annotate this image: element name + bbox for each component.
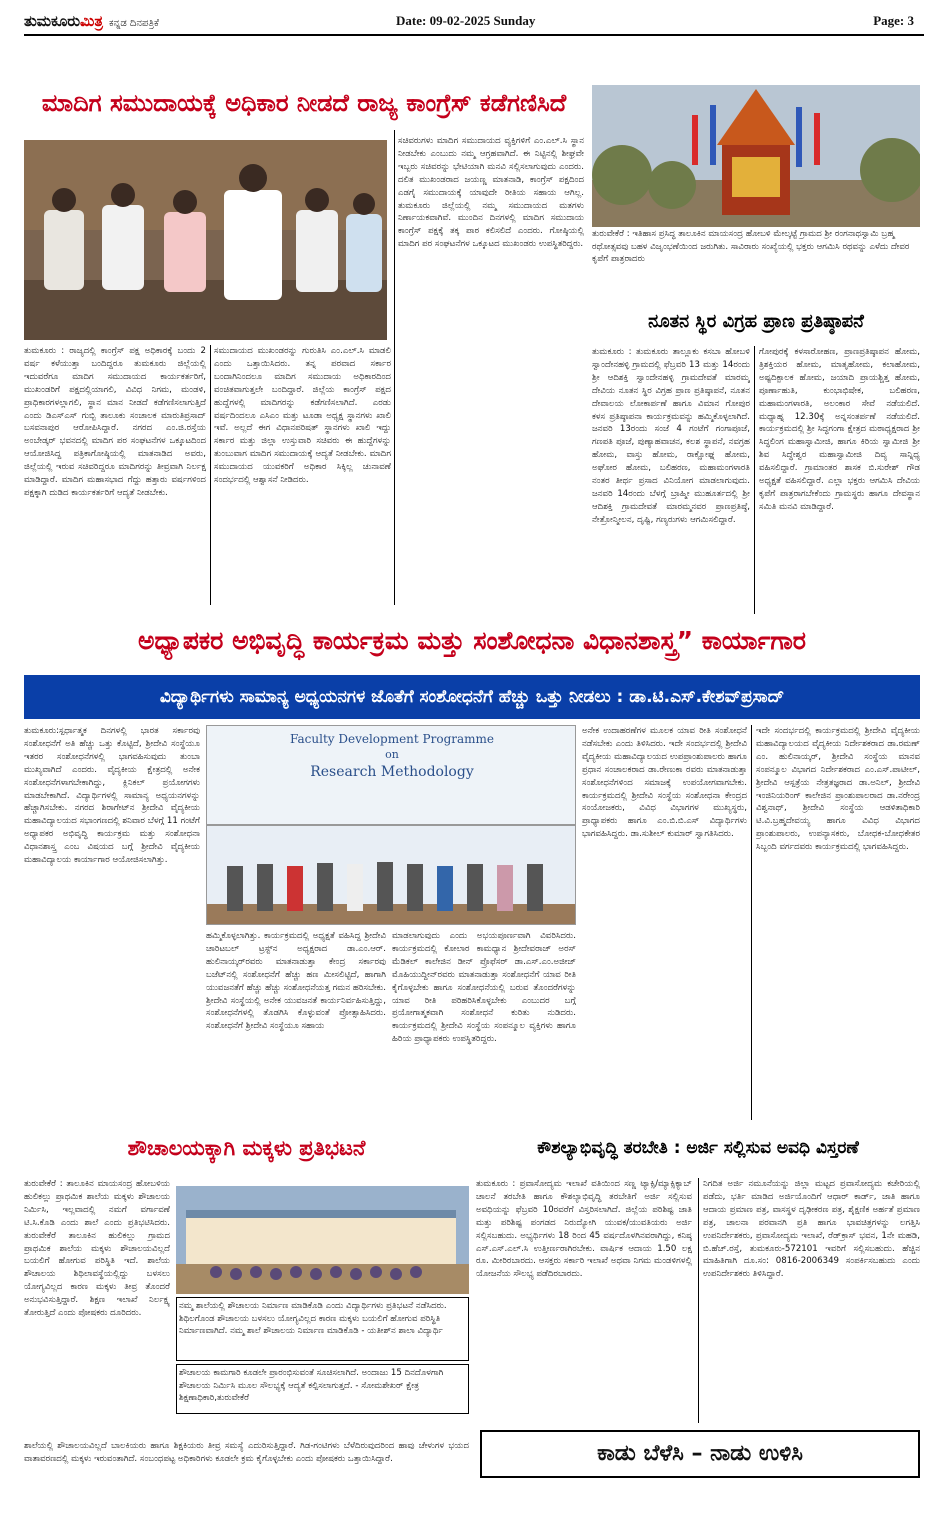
workshop-group-photo <box>206 825 576 925</box>
banner-subtitle: Research Methodology <box>310 764 474 780</box>
officer-notice-box: ಶೌಚಾಲಯ ಕಾಮಗಾರಿ ಕೂಡಲೇ ಪ್ರಾರಂಭಿಸುವಂತೆ ಸೂಚಿಸಲಾಗಿದೆ. ಅಂದಾಜು 15 ದಿನದೊಳಗಾಗಿ ಶೌಚಾಲಯ ನಿರ್ಮಿಸಿ ಮೂಲ ಸೌಲಭ್ಯಕ್ಕೆ ಆದ್ಯತೆ ಕಲ್ಪಿಸಲಾಗುತ್ತದೆ. - ಸೋಮಶೇಖರ್ ಕ್ಷೇತ್ರ ಶಿಕ್ಷಣಾಧಿಕಾರಿ,ತುರುವೇಕೆರೆ <box>176 1364 469 1414</box>
story1-headline: ಮಾದಿಗ ಸಮುದಾಯಕ್ಕೆ ಅಧಿಕಾರ ನೀಡದೆ ರಾಜ್ಯ ಕಾಂಗ್ರೆಸ್ ಕಡೆಗಣಿಸಿದೆ <box>41 89 567 117</box>
column-divider <box>754 346 755 614</box>
protest-image <box>176 1186 469 1294</box>
banner-title: Faculty Development Programme <box>289 732 495 746</box>
column-divider <box>751 725 752 1120</box>
issue-date: Date: 09-02-2025 Sunday <box>396 13 536 28</box>
workshop-column-1: ತುಮಕೂರು:ಸ್ಪರ್ಧಾತ್ಮಕ ದಿನಗಳಲ್ಲಿ ಭಾರತ ಸರ್ಕಾರವು ಸಂಶೋಧನೆಗೆ ಅತಿ ಹೆಚ್ಚು ಒತ್ತು ಕೊಟ್ಟಿದೆ, ಶ್ರೀದೇವಿ ಸಂಸ್ಥೆಯೂ ಇತರರ ಸಂಶೋಧನೆಗಳಲ್ಲಿ ಭಾಗವಹಿಸುವುದು ತುಂಬಾ ಮುಖ್ಯವಾಗಿದೆ ಎಂದರು. ವೈದ್ಯಕೀಯ ಕ್ಷೇತ್ರದಲ್ಲಿ ಅನೇಕ ಸಂಶೋಧನೆಗಳಾಗಬೇಕಾಗಿದ್ದು, ಕ್ಲಿನಿಕಲ್ ಪ್ರಯೋಗಗಳು ಮಾಡಬೇಕಾಗಿದೆ. ವಿದ್ಯಾರ್ಥಿಗಳಲ್ಲಿ ಸಾಮಾನ್ಯ ಅಧ್ಯಯನಗಳನ್ನು ಹೆಚ್ಚಾಗಿಸಬೇಕು. ನಗರದ ಶಿರಾಗೇಟ್‌ನ ಶ್ರೀದೇವಿ ವೈದ್ಯಕೀಯ ಮಹಾವಿದ್ಯಾಲಯದ ಸಭಾಂಗಣದಲ್ಲಿ ಶನಿವಾರ ಬೆಳಗ್ಗೆ 11 ಗಂಟೆಗೆ ಅಧ್ಯಾಪಕರ ಅಭಿವೃದ್ಧಿ ಕಾರ್ಯಕ್ರಮ ಮತ್ತು ಸಂಶೋಧನಾ ವಿಧಾನಶಾಸ್ತ್ರ ಎಂಬ ವಿಷಯದ ಬಗ್ಗೆ ಶ್ರೀದೇವಿ ವೈದ್ಯಕೀಯ ಮಹಾವಿದ್ಯಾಲಯ ಕಾರ್ಯಾಗಾರ ಆಯೋಜಿಸಲಾಗಿತ್ತು. <box>24 726 200 866</box>
temple-chariot-photo <box>592 85 920 227</box>
faculty-group-image <box>207 826 576 925</box>
press-meet-image <box>24 140 387 340</box>
story5-column-right: ನಿಗದಿತ ಅರ್ಜಿ ನಮೂನೆಯನ್ನು ಜಿಲ್ಲಾ ಮಟ್ಟದ ಪ್ರವಾಸೋದ್ಯಮ ಕಚೇರಿಯಲ್ಲಿ ಪಡೆದು, ಭರ್ತಿ ಮಾಡಿದ ಅರ್ಜಿಯೊಂದಿಗೆ ಆಧಾರ್ ಕಾರ್ಡ್, ಜಾತಿ ಹಾಗೂ ಆದಾಯ ಪ್ರಮಾಣ ಪತ್ರ, ವಾಸಸ್ಥಳ ದೃಢೀಕರಣ ಪತ್ರ, ಶೈಕ್ಷಣಿಕ ಅರ್ಹತೆ ಪ್ರಮಾಣ ಪತ್ರ, ಚಾಲನಾ ಪರವಾನಗಿ ಪ್ರತಿ ಹಾಗೂ ಭಾವಚಿತ್ರಗಳನ್ನು ಲಗತ್ತಿಸಿ ಉಪನಿರ್ದೇಶಕರು, ಪ್ರವಾಸೋದ್ಯಮ ಇಲಾಖೆ, ರೆಡ್‌ಕ್ರಾಸ್ ಭವನ, 1ನೇ ಮಹಡಿ, ಬಿ.ಹೆಚ್.ರಸ್ತೆ, ತುಮಕೂರು-572101 ಇವರಿಗೆ ಸಲ್ಲಿಸಬಹುದು. ಹೆಚ್ಚಿನ ಮಾಹಿತಿಗಾಗಿ ದೂ.ಸಂ: 0816-2006349 ಸಂಪರ್ಕಿಸಬಹುದು ಎಂದು ಉಪನಿರ್ದೇಶಕರು ತಿಳಿಸಿದ್ದಾರೆ. <box>703 1179 920 1280</box>
workshop-banner-photo <box>206 725 576 825</box>
workshop-column-5: ಇದೇ ಸಂದರ್ಭದಲ್ಲಿ ಕಾರ್ಯಕ್ರಮದಲ್ಲಿ ಶ್ರೀದೇವಿ ವೈದ್ಯಕೀಯ ಮಹಾವಿದ್ಯಾಲಯದ ವೈದ್ಯಕೀಯ ನಿರ್ದೇಶಕರಾದ ಡಾ.ರಮಣ್ ಎಂ. ಹುಲಿನಾಯ್ಕರ್, ಶ್ರೀದೇವಿ ಸಂಸ್ಥೆಯ ಮಾನವ ಸಂಪನ್ಮೂಲ ವಿಭಾಗದ ನಿರ್ದೇಶಕರಾದ ಎಂ.ಎಸ್.ಪಾಟೀಲ್, ಶ್ರೀದೇವಿ ಆಸ್ಪತ್ರೆಯ ನೇತ್ರತಜ್ಞರಾದ ಡಾ.ಅನಿಲ್, ಶ್ರೀದೇವಿ ಇಂಜಿನಿಯರಿಂಗ್ ಕಾಲೇಜಿನ ಪ್ರಾಂಶುಪಾಲರಾದ ಡಾ.ನರೇಂದ್ರ ವಿಶ್ವನಾಥ್, ಶ್ರೀದೇವಿ ಸಂಸ್ಥೆಯ ಆಡಳಿತಾಧಿಕಾರಿ ಟಿ.ವಿ.ಬ್ರಹ್ಮದೇವಯ್ಯ ಹಾಗೂ ವಿವಿಧ ವಿಭಾಗದ ಪ್ರಾಂಶುಪಾಲರು, ಉಪನ್ಯಾಸಕರು, ಬೋಧಕ-ಬೋಧಕೇತರ ಸಿಬ್ಬಂದಿ ವರ್ಗದವರು ಕಾರ್ಯಕ್ರಮದಲ್ಲಿ ಭಾಗವಹಿಸಿದ್ದರು. <box>756 726 920 853</box>
chariot-image <box>592 85 920 227</box>
slogan-text: ಕಾಡು ಬೆಳೆಸಿ – ನಾಡು ಉಳಿಸಿ <box>597 1441 803 1466</box>
temple-photo-caption: ತುರುವೇಕೆರೆ : ಇತಿಹಾಸ ಪ್ರಸಿದ್ಧ ತಾಲೂಕಿನ ಮಾಯಸಂದ್ರ ಹೋಬಳಿ ಮೇಲ್ಕಟ್ಟೆ ಗ್ರಾಮದ ಶ್ರೀ ರಂಗನಾಥಸ್ವಾಮಿ ಬ್ರಹ್ಮ ರಥೋತ್ಸವವು ಬಹಳ ವಿಜೃಂಭಣೆಯಿಂದ ಜರುಗಿತು. ಸಾವಿರಾರು ಸಂಖ್ಯೆಯಲ್ಲಿ ಭಕ್ತರು ಆಗಮಿಸಿ ರಥವನ್ನು ಎಳೆದು ದೇವರ ಕೃಪೆಗೆ ಪಾತ್ರರಾದರು <box>592 229 910 265</box>
masthead <box>24 10 924 36</box>
story4-column-left: ತುರುವೇಕೆರೆ : ತಾಲೂಕಿನ ಮಾಯಸಂದ್ರ ಹೋಬಳಿಯ ಹುಲಿಕಲ್ಲು ಪ್ರಾಥಮಿಕ ಶಾಲೆಯ ಮಕ್ಕಳು ಶೌಚಾಲಯ ನಿರ್ಮಿಸಿ, ಇಲ್ಲವಾದಲ್ಲಿ ನಮಗೆ ವರ್ಗಾವಣೆ ಟಿ.ಸಿ.ಕೊಡಿ ಎಂದು ಶಾಲೆ ಎಂದು ಪ್ರತಿಭಟಿಸಿದರು. ತುರುವೇಕೆರೆ ತಾಲೂಕಿನ ಹುಲಿಕಲ್ಲು ಗ್ರಾಮದ ಪ್ರಾಥಮಿಕ ಶಾಲೆಯ ಮಕ್ಕಳು ಶೌಚಾಲಯವಿಲ್ಲದೆ ಬಯಲಿಗೆ ಹೋಗುವ ಪರಿಸ್ಥಿತಿ ಇದೆ. ಶಾಲೆಯ ಶೌಚಾಲಯ ಶಿಥಿಲಾವಸ್ಥೆಯಲ್ಲಿದ್ದು ಬಳಸಲು ಯೋಗ್ಯವಿಲ್ಲದ ಕಾರಣ ಮಕ್ಕಳು ತೀವ್ರ ತೊಂದರೆ ಅನುಭವಿಸುತ್ತಿದ್ದಾರೆ. ಶಿಕ್ಷಣ ಇಲಾಖೆ ನಿರ್ಲಕ್ಷ್ಯ ತೋರುತ್ತಿದೆ ಎಂದು ಪೋಷಕರು ದೂರಿದರು. <box>24 1179 170 1319</box>
column-divider <box>210 345 211 605</box>
workshop-subheadline: ವಿದ್ಯಾರ್ಥಿಗಳು ಸಾಮಾನ್ಯ ಅಧ್ಯಯನಗಳ ಜೊತೆಗೆ ಸಂಶೋಧನೆಗೆ ಹೆಚ್ಚು ಒತ್ತು ನೀಡಲು : ಡಾ.ಟಿ.ಎಸ್.ಕೇಶವ್‌ಪ್ರಸಾದ್ <box>24 675 920 719</box>
story1-column-mid: ಸಮುದಾಯದ ಮುಖಂಡರನ್ನು ಗುರುತಿಸಿ ಎಂ.ಎಲ್.ಸಿ ಮಾಡಲಿ ಎಂದು ಒತ್ತಾಯಿಸಿದರು. ತನ್ನ ಪರವಾದ ಸರ್ಕಾರ ಬಂದಾಗಿನಿಂದಲೂ ಮಾದಿಗ ಸಮುದಾಯ ಅಧಿಕಾರದಿಂದ ವಂಚಿತವಾಗುತ್ತಲೇ ಬಂದಿದ್ದಾರೆ. ಜಿಲ್ಲೆಯ ಕಾಂಗ್ರೆಸ್ ಪಕ್ಷದ ಹುದ್ದೆಗಳಲ್ಲಿ ಮಾದಿಗರನ್ನು ಕಡೆಗಣಿಸಲಾಗಿದೆ. ಎರಡು ವರ್ಷದಿಂದಲೂ ಎಸಿಎಂ ಮತ್ತು ಟೂಡಾ ಅಧ್ಯಕ್ಷ ಸ್ಥಾನಗಳು ಖಾಲಿ ಇವೆ. ಅಲ್ಲದೆ ಈಗ ವಿಧಾನಪರಿಷತ್ ಸ್ಥಾನಗಳು ಖಾಲಿ ಇದ್ದು ಸರ್ಕಾರ ಮತ್ತು ಜಿಲ್ಲಾ ಉಸ್ತುವಾರಿ ಸಚಿವರು ಈ ಹುದ್ದೆಗಳನ್ನು ತುಂಬುವಾಗ ಮಾದಿಗ ಸಮುದಾಯಕ್ಕೆ ಆದ್ಯತೆ ನೀಡಬೇಕು. ಮಾದಿಗ ಸಮುದಾಯದ ಯುವಕರಿಗೆ ಅಧಿಕಾರ ಸಿಕ್ಕಿಲ್ಲ ಚುನಾವಣೆ ಸಂದರ್ಭದಲ್ಲಿ ಆಶ್ವಾಸನೆ ನೀಡಿದರು. <box>214 346 391 486</box>
workshop-column-2: ಹಮ್ಮಿಕೊಳ್ಳಲಾಗಿತ್ತು. ಕಾರ್ಯಕ್ರಮದಲ್ಲಿ ಅಧ್ಯಕ್ಷತೆ ವಹಿಸಿದ್ದ ಶ್ರೀದೇವಿ ಚಾರಿಟಬಲ್ ಟ್ರಸ್ಟ್‌ನ ಅಧ್ಯಕ್ಷರಾದ ಡಾ.ಎಂ.ಆರ್. ಹುಲಿನಾಯ್ಕರ್‌ರವರು ಮಾತನಾಡುತ್ತಾ ಕೇಂದ್ರ ಸರ್ಕಾರವು ಬಜೆಟ್‌ನಲ್ಲಿ ಸಂಶೋಧನೆಗೆ ಹೆಚ್ಚು ಹಣ ಮೀಸಲಿಟ್ಟಿದೆ, ಹಾಗಾಗಿ ಯುವಜನತೆಗೆ ಹೆಚ್ಚು ಹೆಚ್ಚು ಸಂಶೋಧನೆಯತ್ತ ಗಮನ ಹರಿಸಬೇಕು. ಶ್ರೀದೇವಿ ಸಂಸ್ಥೆಯಲ್ಲಿ ಅನೇಕ ಯುವಜನತೆ ಕಾರ್ಯನಿರ್ವಹಿಸುತ್ತಿದ್ದು, ಸಂಶೋಧನೆಗಳಲ್ಲಿ ತೊಡಗಿಸಿ ಕೊಳ್ಳುವಂತೆ ಪ್ರೋತ್ಸಾಹಿಸಿದರು. ಸಂಶೋಧನೆಗೆ ಶ್ರೀದೇವಿ ಸಂಸ್ಥೆಯೂ ಸಹಾಯ <box>206 931 386 1032</box>
story1-press-meet-photo <box>24 140 387 340</box>
story2-column-left: ತುಮಕೂರು : ತುಮಕೂರು ತಾಲ್ಲೂಕು ಕಸಬಾ ಹೋಬಳಿ ಸ್ವಾಂದೇನಹಳ್ಳಿ ಗ್ರಾಮದಲ್ಲಿ ಫೆಬ್ರವರಿ 13 ಮತ್ತು 14ರಂದು ಶ್ರೀ ಆದಿಶಕ್ತಿ ಸ್ವಾಂದೇನಹಳ್ಳಿ ಗ್ರಾಮದೇವತೆ ಮಾರಮ್ಮ ದೇವಿಯ ನೂತನ ಸ್ಥಿರ ವಿಗ್ರಹ ಪ್ರಾಣ ಪ್ರತಿಷ್ಠಾಪನೆ, ನೂತನ ದೇವಾಲಯ ಲೋಕಾರ್ಪಣೆ ಹಾಗೂ ವಿಮಾನ ಗೋಪುರ ಕಳಸ ಪ್ರತಿಷ್ಠಾಪನಾ ಕಾರ್ಯಕ್ರಮವನ್ನು ಹಮ್ಮಿಕೊಳ್ಳಲಾಗಿದೆ. ಜನವರಿ 13ರಂದು ಸಂಜೆ 4 ಗಂಟೆಗೆ ಗಂಗಾಪೂಜೆ, ಗಣಪತಿ ಪೂಜೆ, ಪುಣ್ಯಾಹವಾಚನ, ಕಲಶ ಸ್ಥಾಪನೆ, ನವಗ್ರಹ ಹೋಮ, ವಾಸ್ತು ಹೋಮ, ರಾಕ್ಷೋಘ್ನ ಹೋಮ, ಅಘೋರ ಹೋಮ, ಬಲಿಹರಣ, ಮಹಾಮಂಗಳಾರತಿ ನಂತರ ತೀರ್ಥ ಪ್ರಸಾದ ವಿನಿಯೋಗ ಮಾಡಲಾಗುವುದು. ಜನವರಿ 14ರಂದು ಬೆಳಗ್ಗೆ ಬ್ರಾಹ್ಮೀ ಮುಹೂರ್ತದಲ್ಲಿ ಶ್ರೀ ಆದಿಶಕ್ತಿ ಗ್ರಾಮದೇವತೆ ಮಾರಮ್ಮನವರ ಪ್ರಾಣಪ್ರತಿಷ್ಠೆ, ನೇತ್ರೋನ್ಮೀಲನ, ದೃಷ್ಟಿ, ಗಣ್ಯರುಗಳು ಆಗಮಿಸಲಿದ್ದಾರೆ. <box>592 347 750 525</box>
story5-headline: ಕೌಶಲ್ಯಾಭಿವೃದ್ಧಿ ತರಬೇತಿ : ಅರ್ಜಿ ಸಲ್ಲಿಸುವ ಅವಧಿ ವಿಸ್ತರಣೆ <box>537 1138 859 1158</box>
story4-column-bottom: ಶಾಲೆಯಲ್ಲಿ ಶೌಚಾಲಯವಿಲ್ಲದೆ ಬಾಲಕಿಯರು ಹಾಗೂ ಶಿಕ್ಷಕಿಯರು ತೀವ್ರ ಸಮಸ್ಯೆ ಎದುರಿಸುತ್ತಿದ್ದಾರೆ. ಗಿಡ-ಗಂಟಿಗಳು ಬೆಳೆದಿರುವುದರಿಂದ ಹಾವು ಚೇಳುಗಳ ಭಯದ ವಾತಾವರಣದಲ್ಲಿ ಮಕ್ಕಳು ಇರುವಂತಾಗಿದೆ. ಸಂಬಂಧಪಟ್ಟ ಅಧಿಕಾರಿಗಳು ಕೂಡಲೇ ಕ್ರಮ ಕೈಗೊಳ್ಳಬೇಕು ಎಂದು ಪೋಷಕರು ಒತ್ತಾಯಿಸಿದ್ದಾರೆ. <box>24 1441 469 1464</box>
newspaper-logo: ತುಮಕೂರುಮಿತ್ರ ಕನ್ನಡ ದಿನಪತ್ರಿಕೆ <box>24 12 159 30</box>
story2-headline: ನೂತನ ಸ್ಥಿರ ವಿಗ್ರಹ ಪ್ರಾಣ ಪ್ರತಿಷ್ಠಾಪನೆ <box>648 311 864 332</box>
banner-on: on <box>385 748 399 761</box>
workshop-column-3: ಮಾಡಲಾಗುವುದು ಎಂದು ಅಭಯಪೂರ್ಣವಾಗಿ ವಿವರಿಸಿದರು. ಕಾರ್ಯಕ್ರಮದಲ್ಲಿ ಕೋಲಾರ ಕಾಮಧ್ಯಾನ ಶ್ರೀದೇವರಾಜ್ ಅರಸ್ ಮೆಡಿಕಲ್ ಕಾಲೇಜಿನ ಡೀನ್ ಪ್ರೊಫೆಸರ್ ಡಾ.ಎಸ್.ಎಂ.ಅಜೀಜ್ ಮೊಹಿಯುದ್ದೀನ್‌ರವರು ಮಾತನಾಡುತ್ತಾ ಸಂಶೋಧನೆಗೆ ಯಾವ ರೀತಿ ಕೈಗೊಳ್ಳಬೇಕು ಹಾಗೂ ಸಂಶೋಧನೆಯಲ್ಲಿ ಬರುವ ತೊಂದರೆಗಳನ್ನು ಯಾವ ರೀತಿ ಪರಿಹರಿಸಿಕೊಳ್ಳಬೇಕು ಎಂಬುದರ ಬಗ್ಗೆ ಪ್ರಯೋಗಾತ್ಮಕವಾಗಿ ಸಂಶೋಧನೆ ಕುರಿತು ನುಡಿದರು. ಕಾರ್ಯಕ್ರಮದಲ್ಲಿ ಶ್ರೀದೇವಿ ಸಂಸ್ಥೆಯ ಸಂಪನ್ಮೂಲ ವ್ಯಕ್ತಿಗಳು ಹಾಗೂ ಹಿರಿಯ ಪ್ರಾಧ್ಯಾಪಕರು ಉಪಸ್ಥಿತರಿದ್ದರು. <box>392 931 576 1045</box>
slogan-box <box>480 1430 920 1478</box>
story5-column-left: ತುಮಕೂರು : ಪ್ರವಾಸೋದ್ಯಮ ಇಲಾಖೆ ವತಿಯಿಂದ ಸಣ್ಣ ಟ್ಯಾಕ್ಸಿ/ಮ್ಯಾಕ್ಸಿಕ್ಯಾಬ್ ಚಾಲನೆ ತರಬೇತಿ ಹಾಗೂ ಕೌಶಲ್ಯಾಭಿವೃದ್ಧಿ ತರಬೇತಿಗೆ ಅರ್ಜಿ ಸಲ್ಲಿಸುವ ಅವಧಿಯನ್ನು ಫೆಬ್ರವರಿ 10ರವರೆಗೆ ವಿಸ್ತರಿಸಲಾಗಿದೆ. ಜಿಲ್ಲೆಯ ಪರಿಶಿಷ್ಟ ಜಾತಿ ಮತ್ತು ಪರಿಶಿಷ್ಟ ಪಂಗಡದ ನಿರುದ್ಯೋಗಿ ಯುವಕ/ಯುವತಿಯರು ಅರ್ಜಿ ಸಲ್ಲಿಸಬಹುದು. ಅಭ್ಯರ್ಥಿಗಳು 18 ರಿಂದ 45 ವರ್ಷದೊಳಗಿನವರಾಗಿದ್ದು, ಕನಿಷ್ಠ ಎಸ್.ಎಸ್.ಎಲ್.ಸಿ ಉತ್ತೀರ್ಣರಾಗಿರಬೇಕು. ವಾರ್ಷಿಕ ಆದಾಯ 1.50 ಲಕ್ಷ ರೂ. ಮೀರಿರಬಾರದು. ಆಸಕ್ತರು ಸರ್ಕಾರಿ ಇಲಾಖೆ ಅಥವಾ ನಿಗಮ ಮಂಡಳಿಗಳಲ್ಲಿ ಯೋಜನೆಯ ಸೌಲಭ್ಯ ಪಡೆದಿರಬಾರದು. <box>476 1179 692 1280</box>
story1-column-right: ಸಚಿವರುಗಳು ಮಾದಿಗ ಸಮುದಾಯದ ವ್ಯಕ್ತಿಗಳಿಗೆ ಎಂ.ಎಲ್.ಸಿ ಸ್ಥಾನ ನೀಡಬೇಕು ಎಂಬುದು ನಮ್ಮ ಆಗ್ರಹವಾಗಿದೆ. ಈ ನಿಟ್ಟಿನಲ್ಲಿ ಶೀಘ್ರವೇ ಇಬ್ಬರು ಸಚಿವರನ್ನು ಭೇಟಿಯಾಗಿ ಮನವಿ ಸಲ್ಲಿಸಲಾಗುವುದು ಎಂದರು. ದಲಿತ ಮುಖಂಡರಾದ ಜಯಣ್ಣ ಮಾತನಾಡಿ, ಕಾಂಗ್ರೆಸ್ ಪಕ್ಷದಿಂದ ಎಡಗೈ ಸಮುದಾಯಕ್ಕೆ ಯಾವುದೇ ರೀತಿಯ ಸಹಾಯ ಆಗಿಲ್ಲ. ತುಮಕೂರು ಜಿಲ್ಲೆಯಲ್ಲಿ ನಮ್ಮ ಸಮುದಾಯದ ಮತಗಳು ನಿರ್ಣಾಯಕವಾಗಿವೆ. ಮುಂದಿನ ದಿನಗಳಲ್ಲಿ ಮಾದಿಗ ಸಮುದಾಯ ಕಾಂಗ್ರೆಸ್ ಪಕ್ಷಕ್ಕೆ ತಕ್ಕ ಪಾಠ ಕಲಿಸಲಿದೆ ಎಂದರು. ಗೋಷ್ಠಿಯಲ್ಲಿ ಮಾದಿಗ ಪರ ಸಂಘಟನೆಗಳ ಒಕ್ಕೂಟದ ಮುಖಂಡರು ಉಪಸ್ಥಿತರಿದ್ದರು. <box>398 136 584 250</box>
workshop-headline: ಅಧ್ಯಾಪಕರ ಅಭಿವೃದ್ಧಿ ಕಾರ್ಯಕ್ರಮ ಮತ್ತು ಸಂಶೋಧನಾ ವಿಧಾನಶಾಸ್ತ್ರ” ಕಾರ್ಯಾಗಾರ <box>137 626 806 655</box>
workshop-column-4: ಅನೇಕ ಉದಾಹರಣೆಗಳ ಮೂಲಕ ಯಾವ ರೀತಿ ಸಂಶೋಧನೆ ನಡೆಸಬೇಕು ಎಂದು ತಿಳಿಸಿದರು. ಇದೇ ಸಂದರ್ಭದಲ್ಲಿ ಶ್ರೀದೇವಿ ವೈದ್ಯಕೀಯ ಮಹಾವಿದ್ಯಾಲಯದ ಉಪಪ್ರಾಂಶುಪಾಲರು ಹಾಗೂ ಪ್ರಧಾನ ಸಂಚಾಲಕರಾದ ಡಾ.ರೇಣುಕಾ ರವರು ಮಾತನಾಡುತ್ತಾ ಸಂಶೋಧನೆಗಳಿಂದ ಸಮಾಜಕ್ಕೆ ಉಪಯೋಗವಾಗಬೇಕು. ಕಾರ್ಯಕ್ರಮದಲ್ಲಿ ಶ್ರೀದೇವಿ ಸಂಸ್ಥೆಯ ಸಂಶೋಧನಾ ಕೇಂದ್ರದ ಸಂಯೋಜಕರು, ವಿವಿಧ ವಿಭಾಗಗಳ ಮುಖ್ಯಸ್ಥರು, ಪ್ರಾಧ್ಯಾಪಕರು ಹಾಗೂ ಎಂ.ಬಿ.ಬಿ.ಎಸ್ ವಿದ್ಯಾರ್ಥಿಗಳು ಭಾಗವಹಿಸಿದ್ದರು. ಡಾ.ಸುಶೀಲ್ ಕುಮಾರ್ ಸ್ವಾಗತಿಸಿದರು. <box>582 726 747 840</box>
story2-column-right: ಗೋಪುರಕ್ಕೆ ಕಳಸಾರೋಹಣ, ಪ್ರಾಣಪ್ರತಿಷ್ಠಾಪನ ಹೋಮ, ತ್ರಿಶಕ್ತಿಯರ ಹೋಮ, ಮಾತೃಹೋಮ, ಕಲಾಹೋಮ, ಅಷ್ಟದಿಕ್ಪಾಲಕ ಹೋಮ, ಜಯಾದಿ ಪ್ರಾಯಶ್ಚಿತ್ತ ಹೋಮ, ಪೂರ್ಣಾಹುತಿ, ಕುಂಭಾಭಿಷೇಕ, ಬಲಿಹರಣ, ಮಹಾಮಂಗಳಾರತಿ, ಅಲಂಕಾರ ಸೇವೆ ನಡೆಯಲಿದೆ. ಮಧ್ಯಾಹ್ನ 12.30ಕ್ಕೆ ಅನ್ನಸಂತರ್ಪಣೆ ನಡೆಯಲಿದೆ. ಕಾರ್ಯಕ್ರಮದಲ್ಲಿ ಶ್ರೀ ಸಿದ್ಧಗಂಗಾ ಕ್ಷೇತ್ರದ ಮಠಾಧ್ಯಕ್ಷರಾದ ಶ್ರೀ ಸಿದ್ಧಲಿಂಗ ಮಹಾಸ್ವಾಮೀಜಿ, ಹಾಗೂ ಕಿರಿಯ ಸ್ವಾಮೀಜಿ ಶ್ರೀ ಶಿವ ಸಿದ್ಧೇಶ್ವರ ಮಹಾಸ್ವಾಮೀಜಿ ದಿವ್ಯ ಸಾನ್ನಿಧ್ಯ ವಹಿಸಲಿದ್ದಾರೆ. ಗ್ರಾಮಾಂತರ ಶಾಸಕ ಬಿ.ಸುರೇಶ್ ಗೌಡ ಅಧ್ಯಕ್ಷತೆ ವಹಿಸಲಿದ್ದಾರೆ. ಎಲ್ಲಾ ಭಕ್ತರು ಆಗಮಿಸಿ ದೇವಿಯ ಕೃಪೆಗೆ ಪಾತ್ರರಾಗಬೇಕೆಂದು ಗ್ರಾಮಸ್ಥರು ಹಾಗೂ ದೇವಸ್ಥಾನ ಸಮಿತಿ ಮನವಿ ಮಾಡಿದ್ದಾರೆ. <box>759 347 920 512</box>
school-photo-caption: ನಮ್ಮ ಶಾಲೆಯಲ್ಲಿ ಶೌಚಾಲಯ ನಿರ್ಮಾಣ ಮಾಡಿಕೊಡಿ ಎಂದು ವಿದ್ಯಾರ್ಥಿಗಳು ಪ್ರತಿಭಟನೆ ನಡೆಸಿದರು. ಶಿಥಿಲಗೊಂಡ ಶೌಚಾಲಯ ಬಳಸಲು ಯೋಗ್ಯವಿಲ್ಲದ ಕಾರಣ ಮಕ್ಕಳು ಬಯಲಿಗೆ ಹೋಗುವ ಪರಿಸ್ಥಿತಿ ನಿರ್ಮಾಣವಾಗಿದೆ. ನಮ್ಮ ಶಾಲೆ ಶೌಚಾಲಯ ನಿರ್ಮಾಣ ಮಾಡಿಕೊಡಿ - ಯತೀಶ್‌ನ ಶಾಲಾ ವಿದ್ಯಾರ್ಥಿ <box>176 1297 469 1361</box>
story1-column-left: ತುಮಕೂರು : ರಾಜ್ಯದಲ್ಲಿ ಕಾಂಗ್ರೆಸ್ ಪಕ್ಷ ಅಧಿಕಾರಕ್ಕೆ ಬಂದು 2 ವರ್ಷ ಕಳೆಯುತ್ತಾ ಬಂದಿದ್ದರೂ ತುಮಕೂರು ಜಿಲ್ಲೆಯಲ್ಲಿ ಇದುವರೆಗೂ ಮಾದಿಗ ಸಮುದಾಯದ ಕಾರ್ಯಕರ್ತರಿಗೆ, ಮುಖಂಡರಿಗೆ ಪಕ್ಷದಲ್ಲಿಯಾಗಲಿ, ವಿವಿಧ ನಿಗಮ, ಮಂಡಳಿ, ಪ್ರಾಧಿಕಾರಗಳಲ್ಲಾಗಲಿ, ಸ್ಥಾನ ಮಾನ ನೀಡದೆ ಕಡೆಗಣಿಸಲಾಗುತ್ತಿದೆ ಎಂದು ಡಿಎಸ್‌ಎಸ್ ಗುಬ್ಬಿ ತಾಲೂಕು ಸಂಚಾಲಕ ಮಾರುತಿಪ್ರಸಾದ್ ಬಸವನಾಪುರ ಆರೋಪಿಸಿದ್ದಾರೆ. ನಗರದ ಎಂ.ಜಿ.ರಸ್ತೆಯ ಅಂಬೇಡ್ಕರ್ ಭವನದಲ್ಲಿ ಮಾದಿಗ ಪರ ಸಂಘಟನೆಗಳ ಒಕ್ಕೂಟದಿಂದ ಆಯೋಜಿಸಿದ್ದ ಪತ್ರಿಕಾಗೋಷ್ಠಿಯಲ್ಲಿ ಮಾತನಾಡಿದ ಅವರು, ಜಿಲ್ಲೆಯಲ್ಲಿ ಇರುವ ಸಚಿವರಿದ್ದರೂ ಮಾದಿಗರನ್ನು ತೀವ್ರವಾಗಿ ನಿರ್ಲಕ್ಷ ಮಾಡಿದ್ದಾರೆ. ಮಾದಿಗ ಮಹಾಸಭಾದ ಗೆದ್ದು ಹತ್ತಾರು ವರ್ಷಗಳಿಂದ ಪಕ್ಷಕ್ಕಾಗಿ ದುಡಿದ ಕಾರ್ಯಕರ್ತರಿಗೆ ಆದ್ಯತೆ ನೀಡಬೇಕು. <box>24 346 206 498</box>
column-divider <box>394 130 395 605</box>
page-number: Page: 3 <box>873 13 914 28</box>
school-protest-photo <box>176 1186 469 1294</box>
story4-headline: ಶೌಚಾಲಯಕ್ಕಾಗಿ ಮಕ್ಕಳು ಪ್ರತಿಭಟನೆ <box>127 1136 366 1160</box>
column-divider <box>698 1178 699 1423</box>
